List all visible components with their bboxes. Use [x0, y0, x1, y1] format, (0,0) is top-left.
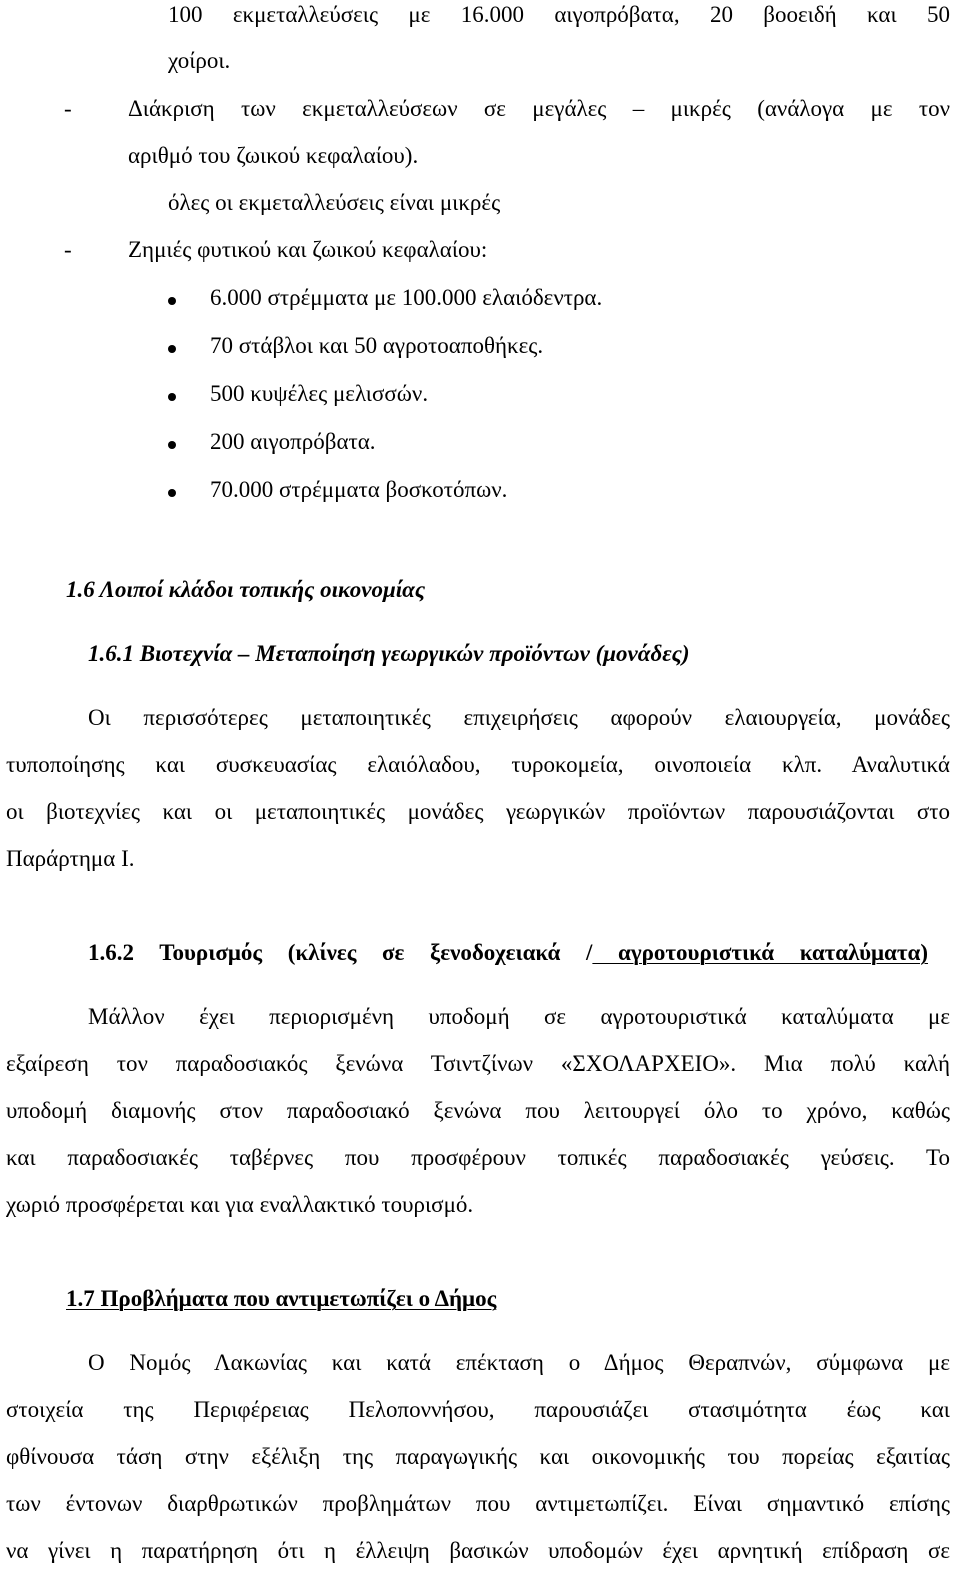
text-line: 100 εκμεταλλεύσεις με 16.000 αιγοπρόβατα, 20 βοοειδή και 50: [168, 2, 950, 27]
text-line: αριθμό του ζωικού κεφαλαίου).: [128, 143, 419, 168]
paragraph-line: Οι περισσότερες μεταποιητικές επιχειρήσεις αφορούν ελαιουργεία, μονάδες: [88, 705, 950, 730]
section-heading-1-6: 1.6 Λοιποί κλάδοι τοπικής οικονομίας: [66, 577, 426, 602]
bullet-icon: [168, 441, 176, 449]
text-line: όλες οι εκμεταλλεύσεις είναι μικρές: [168, 190, 501, 215]
section-heading-1-7-text: 1.7 Προβλήματα που αντιμετωπίζει ο Δήμος: [66, 1286, 497, 1311]
list-item: 70.000 στρέμματα βοσκοτόπων.: [210, 477, 508, 502]
paragraph-line: και παραδοσιακές ταβέρνες που προσφέρουν τοπικές παραδοσιακές γεύσεις. Το: [6, 1145, 950, 1170]
section-heading-1-6-1: 1.6.1 Βιοτεχνία – Μεταποίηση γεωργικών προϊόντων (μονάδες): [88, 641, 690, 666]
paragraph-line: οι βιοτεχνίες και οι μεταποιητικές μονάδες γεωργικών προϊόντων παρουσιάζονται στο: [6, 799, 950, 824]
list-item: 6.000 στρέμματα με 100.000 ελαιόδεντρα.: [210, 285, 603, 310]
dash-marker: -: [64, 237, 72, 262]
text-line: Διάκριση των εκμεταλλεύσεων σε μεγάλες – μικρές (ανάλογα με τον: [128, 96, 950, 121]
text-line: Ζημιές φυτικού και ζωικού κεφαλαίου:: [128, 237, 488, 262]
list-item: 200 αιγοπρόβατα.: [210, 429, 376, 454]
bullet-icon: [168, 345, 176, 353]
paragraph-line: χωριό προσφέρεται και για εναλλακτικό τουρισμό.: [6, 1192, 474, 1217]
dash-marker: -: [64, 96, 72, 121]
bullet-icon: [168, 489, 176, 497]
paragraph-line: Ο Νομός Λακωνίας και κατά επέκταση ο Δήμος Θεραπνών, σύμφωνα με: [88, 1350, 950, 1375]
section-heading-1-6-2-text: 1.6.2 Τουρισμός (κλίνες σε ξενοδοχειακά / αγροτουριστικά καταλύματα): [88, 940, 928, 965]
paragraph-line: τυποποίησης και συσκευασίας ελαιόλαδου, τυροκομεία, οινοποιεία κλπ. Αναλυτικά: [6, 752, 950, 777]
paragraph-line: εξαίρεση τον παραδοσιακός ξενώνα Τσιντζίνων «ΣΧΟΛΑΡΧΕΙΟ». Μια πολύ καλή: [6, 1051, 950, 1076]
paragraph-line: στοιχεία της Περιφέρειας Πελοποννήσου, παρουσιάζει στασιμότητα έως και: [6, 1397, 950, 1422]
section-heading-1-7: [66, 1284, 496, 1314]
paragraph-line: υποδομή διαμονής στον παραδοσιακό ξενώνα που λειτουργεί όλο το χρόνο, καθώς: [6, 1098, 950, 1123]
paragraph-line: να γίνει η παρατήρηση ότι η έλλειψη βασικών υποδομών έχει αρνητική επίδραση σε: [6, 1538, 950, 1563]
list-item: 70 στάβλοι και 50 αγροτοαποθήκες.: [210, 333, 544, 358]
paragraph-line: φθίνουσα τάση στην εξέλιξη της παραγωγικής και οικονομικής του πορείας εξαιτίας: [6, 1444, 950, 1469]
paragraph-line: Μάλλον έχει περιορισμένη υποδομή σε αγροτουριστικά καταλύματα με: [88, 1004, 950, 1029]
paragraph-line: Παράρτημα Ι.: [6, 846, 135, 871]
paragraph-line: των έντονων διαρθρωτικών προβλημάτων που αντιμετωπίζει. Είναι σημαντικό επίσης: [6, 1491, 950, 1516]
bullet-icon: [168, 393, 176, 401]
text-line: χοίροι.: [168, 48, 231, 73]
list-item: 500 κυψέλες μελισσών.: [210, 381, 429, 406]
section-heading-1-6-2: [88, 938, 928, 968]
bullet-icon: [168, 297, 176, 305]
